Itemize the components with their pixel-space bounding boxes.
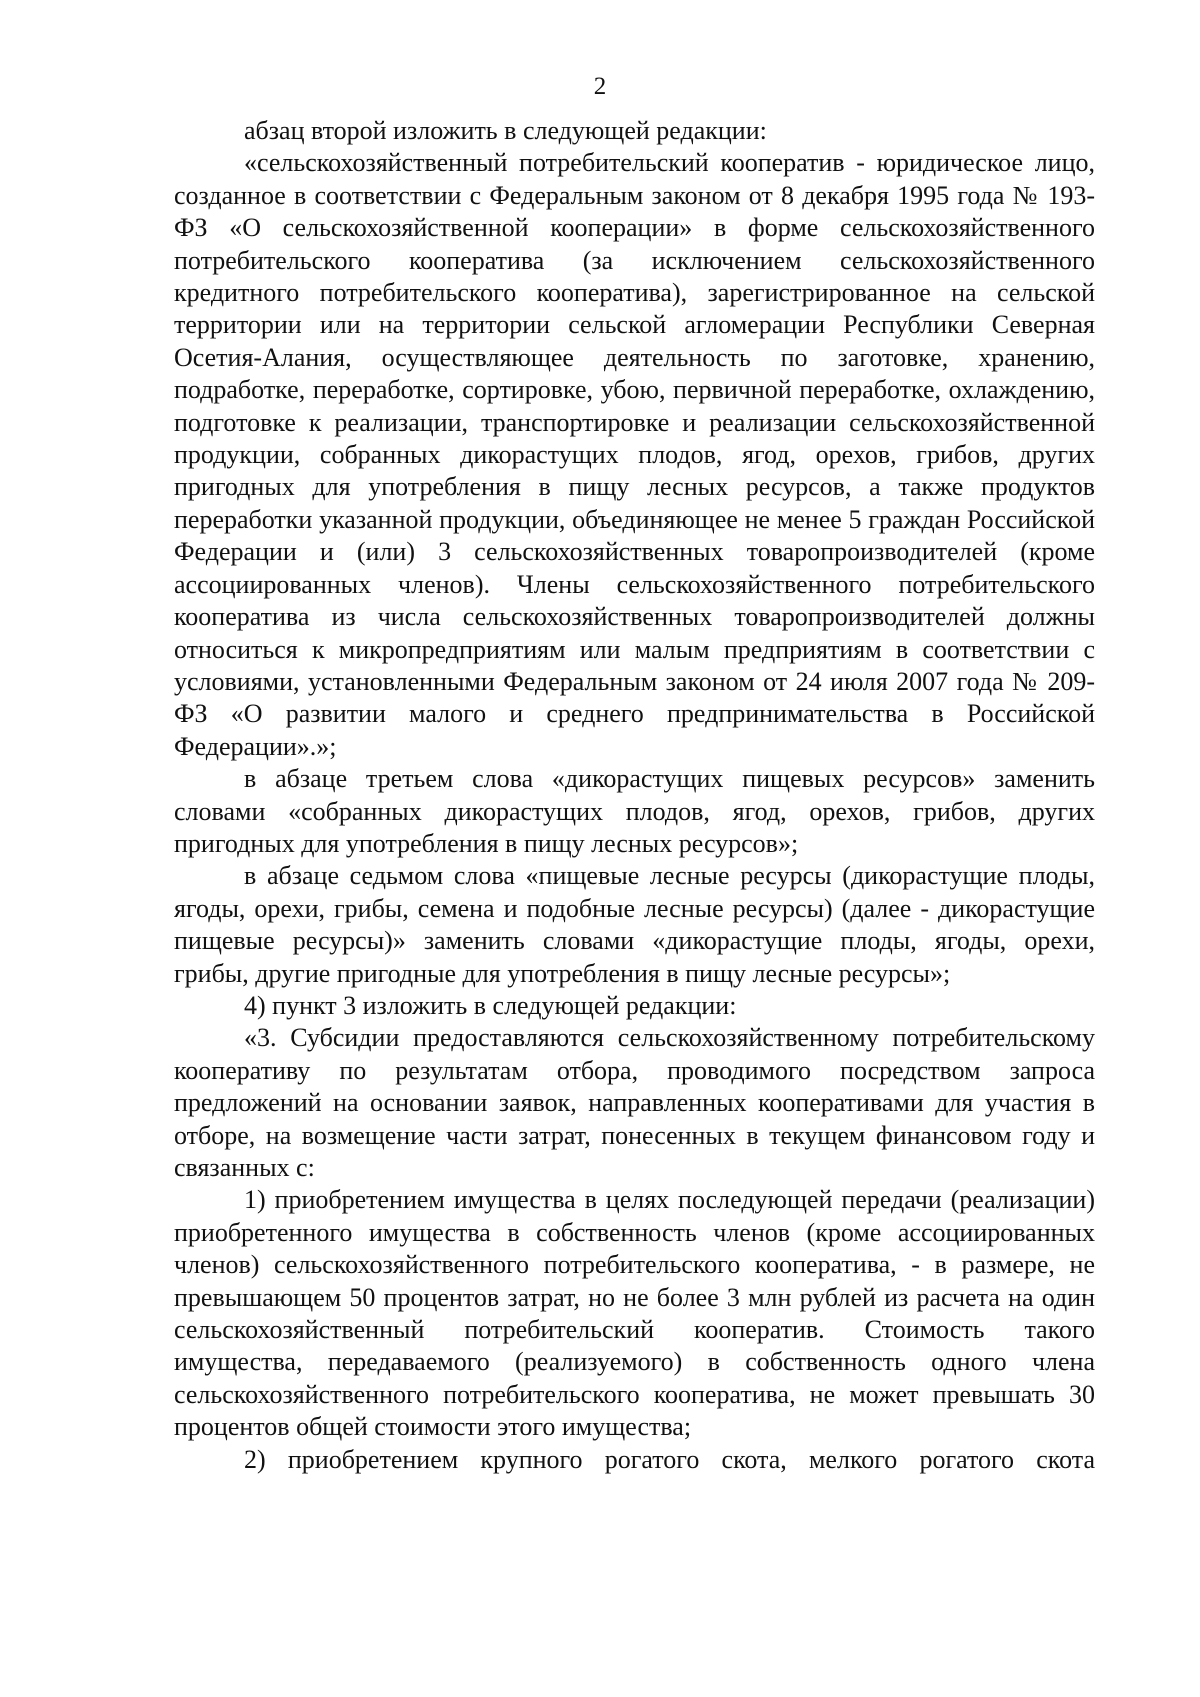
- paragraph-instruction-second-abzac: абзац второй изложить в следующей редакции:: [244, 116, 767, 145]
- paragraph-definition-cooperative: «сельскохозяйственный потребительский кооператив - юридическое лицо, созданное в соответствии с Федеральным законом от 8 декабря 1995 года № 193-ФЗ «О сельскохозяйственной кооперации» в форме сельскохозяйственного потребительского кооператива (за исключением сельскохозяйственного кредитного потребительского кооператива), зарегистрированное на сельской территории или на территории сельской агломерации Республики Северная Осетия-Алания, осуществляющее деятельность по заготовке, хранению, подработке, переработке, сортировке, убою, первичной переработке, охлаждению, подготовке к реализации, транспортировке и реализации сельскохозяйственной продукции, собранных дикорастущих плодов, ягод, орехов, грибов, других пригодных для употребления в пищу лесных ресурсов, а также продуктов переработки указанной продукции, объединяющее не менее 5 граждан Российской Федерации и (или) 3 сельскохозяйственных товаропроизводителей (кроме ассоциированных членов). Члены сельскохозяйственного потребительского кооператива из числа сельскохозяйственных товаропроизводителей должны относиться к микропредприятиям или малым предприятиям в соответствии с условиями, установленными Федеральным законом от 24 июля 2007 года № 209-ФЗ «О развитии малого и среднего предпринимательства в Российской Федерации».»;: [174, 148, 1095, 761]
- paragraph-subitem-1: 1) приобретением имущества в целях последующей передачи (реализации) приобретенного имущества в собственность членов (кроме ассоциированных членов) сельскохозяйственного потребительского кооператива, - в размере, не превышающем 50 процентов затрат, но не более 3 млн рублей из расчета на один сельскохозяйственный потребительский кооператив. Стоимость такого имущества, передаваемого (реализуемого) в собственность одного члена сельскохозяйственного потребительского кооператива, не может превышать 30 процентов общей стоимости этого имущества;: [174, 1185, 1095, 1442]
- document-body: [174, 115, 1095, 1476]
- paragraph-point-3-subsidies: «3. Субсидии предоставляются сельскохозяйственному потребительскому кооперативу по результатам отбора, проводимого посредством запроса предложений на основании заявок, направленных кооперативами для участия в отборе, на возмещение части затрат, понесенных в текущем финансовом году и связанных с:: [174, 1023, 1095, 1182]
- paragraph-item-4: 4) пункт 3 изложить в следующей редакции:: [244, 990, 737, 1020]
- paragraph-seventh-abzac-replacement: в абзаце седьмом слова «пищевые лесные ресурсы (дикорастущие плоды, ягоды, орехи, грибы, семена и подобные лесные ресурсы) (далее - дикорастущие пищевые ресурсы)» заменить словами «дикорастущие плоды, ягоды, орехи, грибы, другие пригодные для употребления в пищу лесные ресурсы»;: [174, 861, 1095, 988]
- paragraph-third-abzac-replacement: в абзаце третьем слова «дикорастущих пищевых ресурсов» заменить словами «собранных дикорастущих плодов, ягод, орехов, грибов, других пригодных для употребления в пищу лесных ресурсов»;: [174, 764, 1095, 858]
- paragraph-subitem-2: 2) приобретением крупного рогатого скота, мелкого рогатого скота: [244, 1444, 1095, 1474]
- page-number: 2: [593, 73, 607, 100]
